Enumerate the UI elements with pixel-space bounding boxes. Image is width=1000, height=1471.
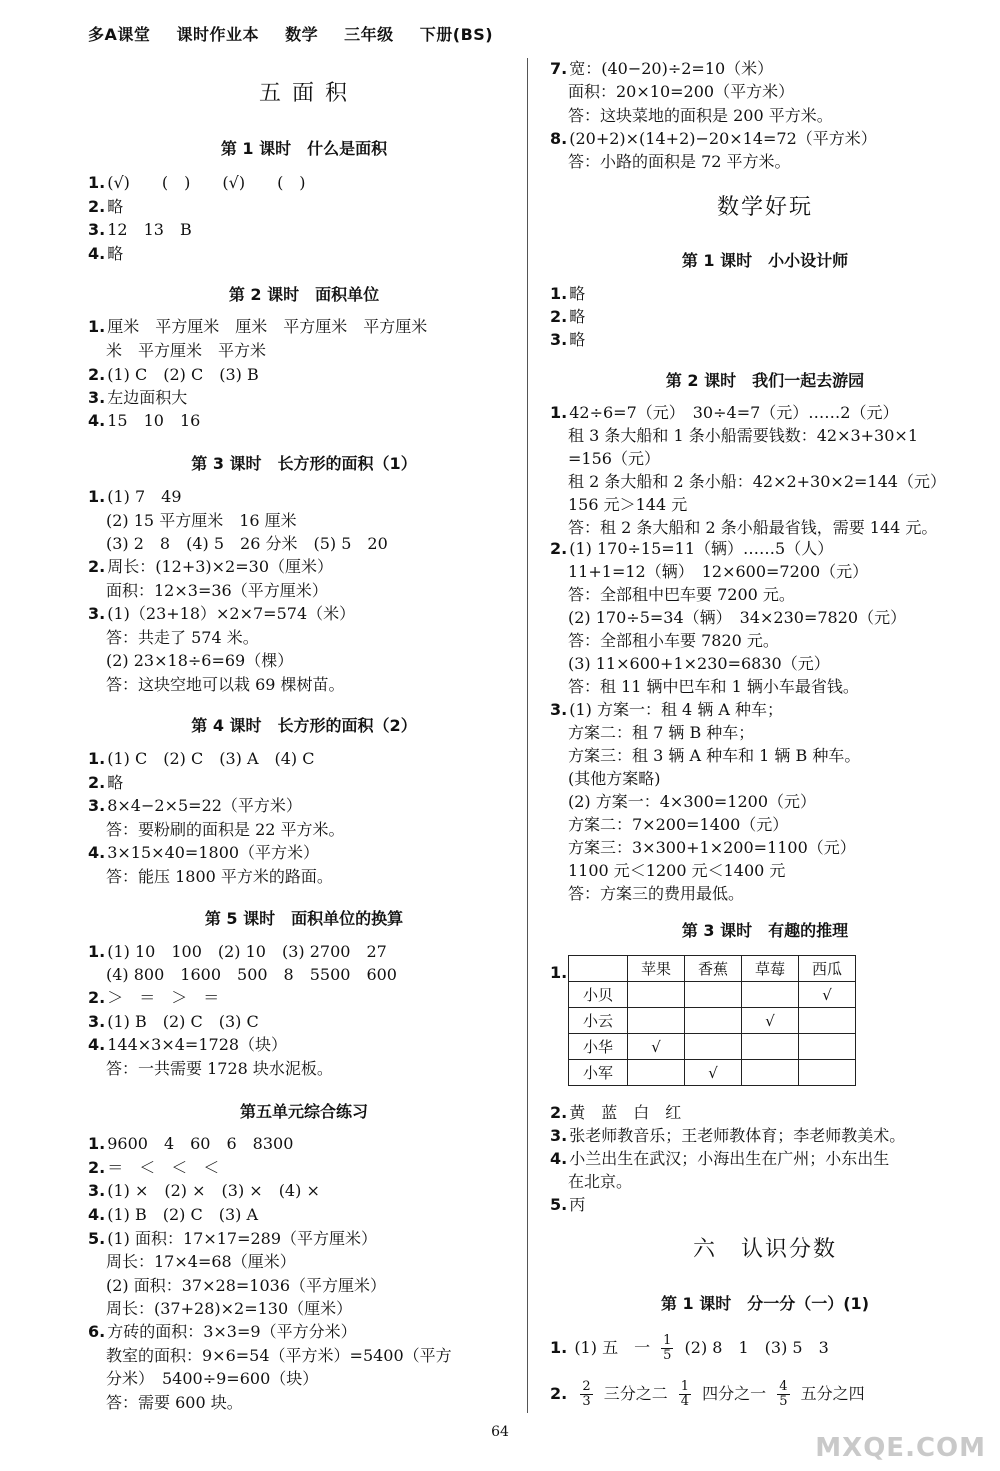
answer-line [550,329,585,351]
answer-text: 11+1=12（辆） 12×600=7200（元） [568,562,869,581]
answer-line: 1. (1) 五 一 $\frac{1}{5}$ (2) 8 1 (3) 5 3 [550,1333,829,1363]
answer-line [106,533,388,555]
question-number: 2. [88,1158,106,1177]
answer-text: (3) 2 8 (4) 5 26 分米 (5) 5 20 [106,534,388,553]
answer-text: (1) B (2) C (3) A [107,1205,259,1224]
question-number: 3. [550,700,568,719]
answer-text: 方案二：7×200=1400（元） [568,815,789,834]
table-cell [799,1008,856,1034]
answer-line [106,819,345,841]
answer-line [568,81,794,103]
answer-line [88,172,306,194]
question-number: 1. [88,1134,106,1153]
question-number: 2. [550,307,568,326]
table-cell [685,1008,742,1034]
question-number: 2. [88,988,106,1007]
answer-line [568,471,946,493]
answer-line [88,748,315,770]
answer-line [550,306,585,328]
question-number: 2. [550,1103,568,1122]
table-cell: √ [742,1008,799,1034]
answer-line [88,410,200,432]
table-cell [628,1008,685,1034]
table-cell: √ [685,1060,742,1086]
answer-text: (2) 15 平方厘米 16 厘米 [106,511,297,530]
answer-text: (3) 11×600+1×230=6830（元） [568,654,830,673]
answer-line [88,772,123,794]
answer-line [550,1148,889,1170]
question-number: 8. [550,129,568,148]
watermark: MXQE.COM [815,1433,986,1463]
answer-text: 答：这块菜地的面积是 200 平方米。 [568,106,833,125]
answer-line [568,448,660,470]
answer-text: ＝ ＜ ＜ ＜ [107,1158,220,1177]
header-grade: 三年级 [344,25,394,44]
answer-text: (1) C (2) C (3) B [107,365,259,384]
answer-line [568,791,816,813]
answer-line [568,561,868,583]
answer-line [106,627,259,649]
question-number: 3. [88,604,106,623]
answer-text: =156（元） [568,449,660,468]
answer-line [106,866,333,888]
answer-line [568,425,918,447]
answer-line [88,196,123,218]
answer-line [88,556,333,578]
answer-line [106,650,293,672]
answer-text: 左边面积大 [107,388,188,407]
question-number: 1. [88,942,106,961]
answer-text: 3×15×40=1800（平方米） [107,843,320,862]
answer-line [88,243,123,265]
question-number: 3. [88,1012,106,1031]
answer-line [88,1011,259,1033]
answer-text: (√) ( ) (√) ( ) [107,173,306,192]
answer-text: 米 平方厘米 平方米 [106,341,267,360]
answer-text: 9600 4 60 6 8300 [107,1134,294,1153]
answer-line [568,630,779,652]
question-number: 3. [88,796,106,815]
answer-text: (1) 方案一：租 4 辆 A 种车； [569,700,784,719]
answer-line [106,1345,452,1367]
answer-line [88,987,219,1009]
answer-line [88,316,427,338]
answer-text: ＞ ＝ ＞ ＝ [107,988,220,1007]
answer-text: 答：全部租小车要 7820 元。 [568,631,779,650]
answer-line [88,603,355,625]
answer-line [568,517,937,539]
question-number: 2. [88,557,106,576]
answer-line [568,151,791,173]
fraction: $\frac{2}{3}$ [582,1379,591,1409]
answer-text: 答：要粉刷的面积是 22 平方米。 [106,820,345,839]
answer-text: 方案二：租 7 辆 B 种车； [568,723,755,742]
question-number: 4. [88,1205,106,1224]
answer-line [568,494,687,516]
answer-text: 面积：20×10=200（平方米） [568,82,795,101]
question-number: 5. [88,1229,106,1248]
answer-text: 教室的面积：9×6=54（平方米）=5400（平方 [106,1346,452,1365]
question-number: 1. [88,487,106,506]
table-cell: √ [628,1034,685,1060]
answer-line [88,486,182,508]
table-cell: 小云 [569,1008,628,1034]
answer-line [568,883,744,905]
question-number: 2. [88,197,106,216]
answer-text: 略 [569,330,586,349]
table-cell [799,1034,856,1060]
answer-line [88,941,387,963]
answer-line [550,699,783,721]
answer-text: 方砖的面积：3×3=9（平方分米） [107,1322,357,1341]
answer-text: (1) C (2) C (3) A (4) C [107,749,315,768]
answer-text: (1) 7 49 [107,487,182,506]
answer-text: (2) 23×18÷6=69（棵） [106,651,294,670]
answer-text: 答：一共需要 1728 块水泥板。 [106,1059,333,1078]
lesson-title: 第 2 课时 面积单位 [228,285,380,304]
lesson-title: 第 1 课时 分一分（一）(1) [660,1294,870,1313]
chapter-title: 六 认识分数 [692,1237,837,1262]
answer-text: 在北京。 [568,1172,633,1191]
answer-text: (1) 面积：17×17=289（平方厘米） [107,1229,378,1248]
answer-text: 租 3 条大船和 1 条小船需要钱数：42×3+30×1 [568,426,919,445]
answer-text: 分米） 5400÷9=600（块） [106,1369,319,1388]
answer-text: 厘米 平方厘米 厘米 平方厘米 平方厘米 [107,317,428,336]
lesson-title: 第 4 课时 长方形的面积（2） [191,716,417,735]
answer-line [568,860,785,882]
question-number: 4. [88,411,106,430]
answer-line [106,1251,296,1273]
answer-text: 答：方案三的费用最低。 [568,884,745,903]
answer-line [568,768,661,790]
question-number: 6. [88,1322,106,1341]
answer-text: (其他方案略) [568,769,661,788]
answer-text: 1100 元＜1200 元＜1400 元 [568,861,786,880]
table-cell: 小贝 [569,982,628,1008]
answer-text: (2) 面积：37×28=1036（平方厘米） [106,1276,387,1295]
answer-line [106,580,328,602]
question-number: 1. [88,749,106,768]
question-number: 2. [88,365,106,384]
answer-line [106,1298,352,1320]
table-row [569,1060,856,1086]
answer-line [568,745,860,767]
table-row [569,1008,856,1034]
question-number: 5. [550,1195,568,1214]
answer-line [106,510,297,532]
answer-text: 答：这块空地可以栽 69 棵树苗。 [106,675,345,694]
header-volume: 下册(BS) [419,25,494,44]
table-header-cell: 西瓜 [799,956,856,982]
answer-text: (20+2)×(14+2)−20×14=72（平方米） [569,129,877,148]
answer-text: 周长：17×4=68（厘米） [106,1252,296,1271]
answer-line [106,340,266,362]
answer-text: 张老师教音乐；王老师教体育；李老师教美术。 [569,1126,906,1145]
table-cell [628,982,685,1008]
table-row [569,1034,856,1060]
table-cell [628,1060,685,1086]
question-number: 3. [88,1181,106,1200]
question-number: 7. [550,59,568,78]
answer-line [568,814,788,836]
answer-line: 2. $\frac{2}{3}$ 三分之二 $\frac{1}{4}$ 四分之一 $\frac{4}{5}$ 五分之四 [550,1379,865,1409]
answer-line [88,1180,320,1202]
page-number: 64 [491,1424,509,1440]
column-divider [527,58,528,1413]
answer-text: 略 [569,307,586,326]
table-cell [799,1060,856,1086]
answer-text: 方案三：租 3 辆 A 种车和 1 辆 B 种车。 [568,746,861,765]
fraction: $\frac{1}{5}$ [663,1333,672,1363]
answer-line [88,387,187,409]
answer-line [550,283,585,305]
answer-line [88,842,319,864]
answer-line [550,538,833,560]
lesson-title: 第 3 课时 有趣的推理 [681,921,849,940]
answer-text: 答：租 2 条大船和 2 条小船最省钱，需要 144 元。 [568,518,938,537]
answer-line [568,105,833,127]
answer-line [106,674,345,696]
question-number: 3. [88,388,106,407]
answer-text: 8×4−2×5=22（平方米） [107,796,302,815]
table-cell: √ [799,982,856,1008]
question-number: 3. [88,220,106,239]
chapter-title: 五 面 积 [259,81,349,106]
question-number: 3. [550,330,568,349]
lesson-title: 第 3 课时 长方形的面积（1） [191,454,417,473]
table-cell: 小华 [569,1034,628,1060]
fraction: $\frac{1}{4}$ [680,1379,690,1409]
question-number: 4. [550,1149,568,1168]
answer-text: 42÷6=7（元） 30÷4=7（元）……2（元） [569,403,899,422]
answer-text: 略 [569,284,586,303]
question-number: 2. [550,539,568,558]
lesson-title: 第 2 课时 我们一起去游园 [665,371,865,390]
table-header-cell: 草莓 [742,956,799,982]
chapter-title: 数学好玩 [716,195,813,220]
answer-text: (1)（23+18）×2×7=574（米） [107,604,356,623]
answer-line [568,1171,632,1193]
page-header [88,22,513,45]
table-header-cell: 香蕉 [685,956,742,982]
lesson-title: 第 1 课时 小小设计师 [681,251,849,270]
answer-line [550,128,877,150]
answer-text: 小兰出生在武汉；小海出生在广州；小东出生 [569,1149,890,1168]
answer-line [88,219,192,241]
table-cell [685,1034,742,1060]
answer-line [568,607,906,629]
answer-line [568,722,754,744]
answer-text: 答：小路的面积是 72 平方米。 [568,152,791,171]
question-number: 1. [88,317,106,336]
answer-text: (2) 170÷5=34（辆） 34×230=7820（元） [568,608,907,627]
answer-line [550,58,773,80]
header-brand: 多A课堂 [88,25,151,44]
answer-line [568,837,856,859]
question-number: 4. [88,244,106,263]
table-row [569,982,856,1008]
answer-text: 156 元＞144 元 [568,495,688,514]
question-number: 1. [550,284,568,303]
answer-text: 答：能压 1800 平方米的路面。 [106,867,333,886]
answer-text: (1) 170÷15=11（辆）……5（人） [569,539,834,558]
answer-text: 黄 蓝 白 红 [569,1103,682,1122]
answer-text: 周长：(37+28)×2=130（厘米） [106,1299,353,1318]
answer-text: 答：全部租中巴车要 7200 元。 [568,585,795,604]
table-header-cell: 苹果 [628,956,685,982]
fraction: $\frac{4}{5}$ [779,1379,788,1409]
header-subject: 数学 [285,25,319,44]
answer-text: 答：共走了 574 米。 [106,628,259,647]
answer-text: 略 [107,773,124,792]
answer-text: 丙 [569,1195,586,1214]
question-number: 3. [550,1126,568,1145]
header-book: 课时作业本 [176,25,259,44]
answer-text: 答：需要 600 块。 [106,1393,243,1412]
answer-line [106,1275,386,1297]
answer-line [550,1125,905,1147]
answer-text: 15 10 16 [107,411,201,430]
lesson-title: 第五单元综合练习 [239,1102,368,1121]
table-cell [742,1034,799,1060]
answer-line [88,1034,287,1056]
answer-line [550,1194,585,1216]
table-cell [742,1060,799,1086]
question-number: 1. [550,403,568,422]
answer-line [88,795,302,817]
answer-line [88,364,259,386]
question-number: 2. [88,773,106,792]
answer-line [550,402,898,424]
answer-text: 面积：12×3=36（平方厘米） [106,581,328,600]
answer-text: 宽：(40−20)÷2=10（米） [569,59,774,78]
answer-line [106,1392,243,1414]
answer-text: (1) 10 100 (2) 10 (3) 2700 27 [107,942,387,961]
answer-line [568,676,859,698]
table-cell [742,982,799,1008]
answer-text: 144×3×4=1728（块） [107,1035,288,1054]
answer-line [106,964,397,986]
table-cell: 小军 [569,1060,628,1086]
answer-text: (4) 800 1600 500 8 5500 600 [106,965,397,984]
answer-line [550,1102,681,1124]
answer-text: 方案三：3×300+1×200=1100（元） [568,838,856,857]
answer-line [88,1321,357,1343]
question-number: 1. [550,963,568,982]
answer-line [106,1368,318,1390]
answer-line [88,1133,293,1155]
answer-line [88,1204,258,1226]
lesson-title: 第 5 课时 面积单位的换算 [204,909,404,928]
answer-text: 周长：(12+3)×2=30（厘米） [107,557,334,576]
table-header-cell [569,956,628,982]
answer-text: 略 [107,197,124,216]
answer-text: (2) 方案一：4×300=1200（元） [568,792,817,811]
answer-line [106,1058,333,1080]
question-number: 1. [88,173,106,192]
lesson-title: 第 1 课时 什么是面积 [220,139,388,158]
answer-line [568,584,795,606]
answer-text: (1) × (2) × (3) × (4) × [107,1181,320,1200]
answer-text: 12 13 B [107,220,192,239]
question-number: 4. [88,1035,106,1054]
answer-line [568,653,830,675]
answer-line [88,1157,219,1179]
answer-text: 略 [107,244,124,263]
answer-text: (1) B (2) C (3) C [107,1012,259,1031]
table-cell [685,982,742,1008]
answer-text: 答：租 11 辆中巴车和 1 辆小车最省钱。 [568,677,859,696]
reasoning-table [568,955,856,1086]
answer-text: 租 2 条大船和 2 条小船：42×2+30×2=144（元） [568,472,946,491]
question-number: 4. [88,843,106,862]
answer-line [88,1228,377,1250]
